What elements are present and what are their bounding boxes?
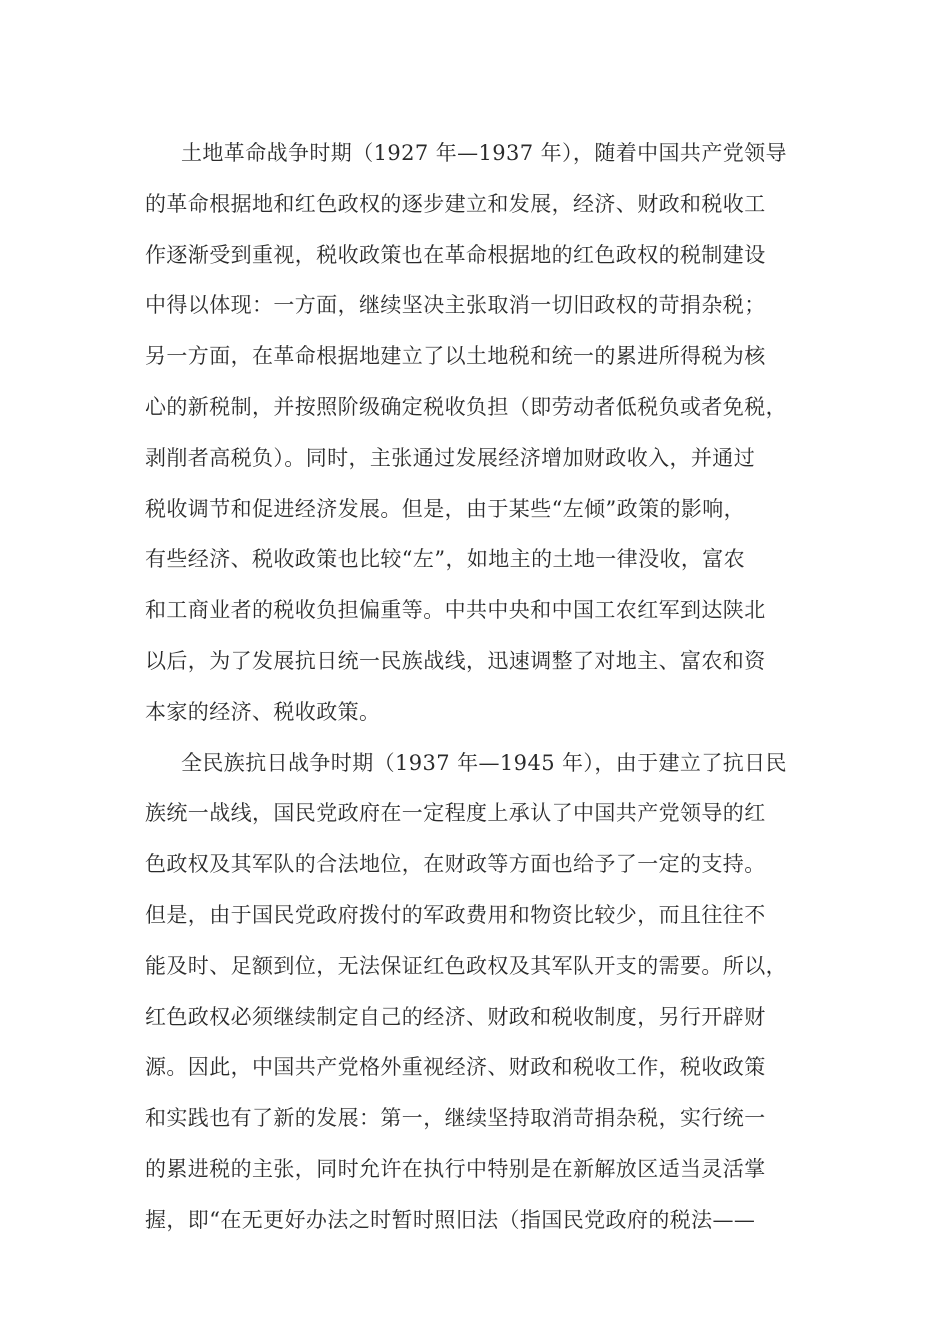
text-line: 的累进税的主张，同时允许在执行中特别是在新解放区适当灵活掌 <box>145 1156 766 1181</box>
text-line: 全民族抗日战争时期（1937 年—1945 年），由于建立了抗日民 <box>181 750 787 775</box>
text-line: 土地革命战争时期（1927 年—1937 年），随着中国共产党领导 <box>181 141 787 165</box>
text-line: 另一方面，在革命根据地建立了以土地税和统一的累进所得税为核 <box>145 344 766 369</box>
text-line: 源。因此，中国共产党格外重视经济、财政和税收工作，税收政策 <box>145 1055 766 1080</box>
text-line: 有些经济、税收政策也比较“左”，如地主的土地一律没收，富农 <box>145 547 746 572</box>
text-line: 和工商业者的税收负担偏重等。中共中央和中国工农红军到达陕北 <box>145 598 766 623</box>
text-line: 以后，为了发展抗日统一民族战线，迅速调整了对地主、富农和资 <box>145 648 766 673</box>
text-line: 和实践也有了新的发展：第一，继续坚持取消苛捐杂税，实行统一 <box>145 1106 766 1131</box>
body-text <box>145 128 810 1246</box>
paragraph-land-revolution <box>145 128 810 738</box>
text-line: 剥削者高税负）。同时，主张通过发展经济增加财政收入，并通过 <box>145 445 756 470</box>
text-line: 握，即“在无更好办法之时暂时照旧法（指国民党政府的税法—— <box>145 1207 756 1232</box>
text-line: 本家的经济、税收政策。 <box>145 699 381 724</box>
text-line: 中得以体现：一方面，继续坚决主张取消一切旧政权的苛捐杂税； <box>145 293 766 318</box>
text-line: 红色政权必须继续制定自己的经济、财政和税收制度，另行开辟财 <box>145 1004 766 1029</box>
text-line: 但是，由于国民党政府拨付的军政费用和物资比较少，而且往往不 <box>145 902 766 927</box>
text-line: 税收调节和促进经济发展。但是，由于某些“左倾”政策的影响， <box>145 496 746 521</box>
text-line: 心的新税制，并按照阶级确定税收负担（即劳动者低税负或者免税， <box>145 394 787 419</box>
text-line: 作逐渐受到重视，税收政策也在革命根据地的红色政权的税制建设 <box>145 242 766 267</box>
text-line: 能及时、足额到位，无法保证红色政权及其军队开支的需要。所以， <box>145 953 787 978</box>
text-line: 族统一战线，国民党政府在一定程度上承认了中国共产党领导的红 <box>145 801 766 826</box>
text-line: 色政权及其军队的合法地位，在财政等方面也给予了一定的支持。 <box>145 852 766 877</box>
text-line: 的革命根据地和红色政权的逐步建立和发展，经济、财政和税收工 <box>145 191 766 216</box>
paragraph-anti-japanese-war <box>145 738 810 1246</box>
